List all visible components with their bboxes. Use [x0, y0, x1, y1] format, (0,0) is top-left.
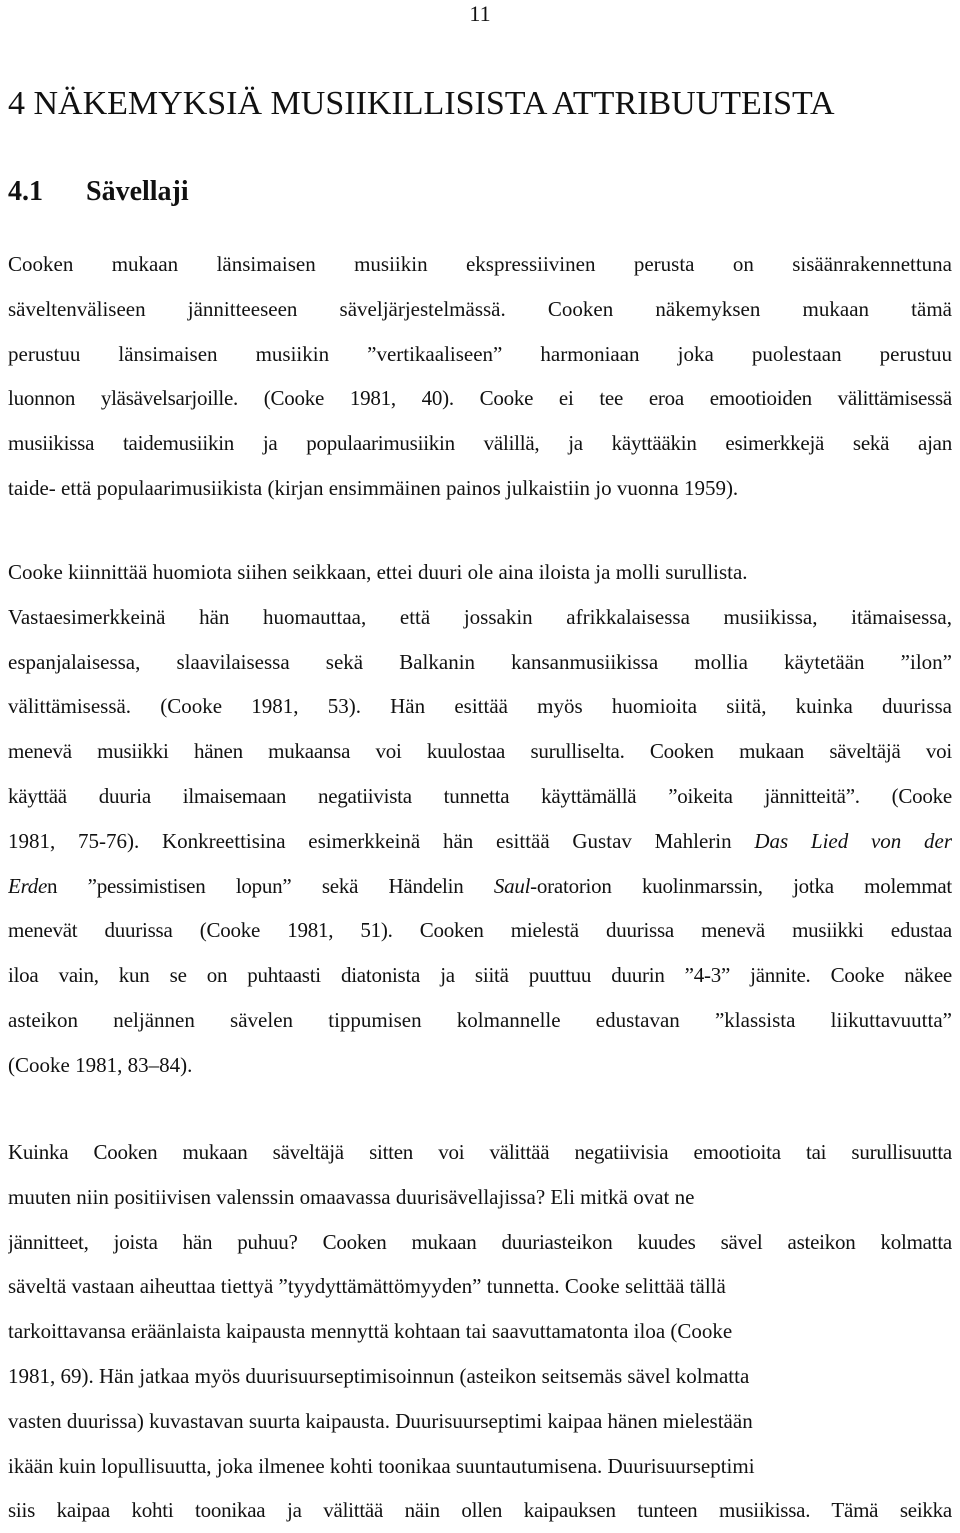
paragraph-line: menevä musiikki hänen mukaansa voi kuulostaa surulliselta. Cooken mukaan säveltäjä voi — [8, 739, 952, 764]
paragraph-line: muuten niin positiivisen valenssin omaavassa duurisävellajissa? Eli mitkä ovat ne — [8, 1184, 695, 1209]
paragraph-1 — [8, 242, 952, 511]
work-title-italic: Das Lied von der — [754, 828, 952, 853]
paragraph-line: musiikissa taidemusiikin ja populaarimusiikin välillä, ja käyttääkin esimerkkejä sekä ajan — [8, 431, 952, 456]
section-title: Sävellaji — [86, 176, 189, 207]
paragraph-line: siis kaipaa kohti toonikaa ja välittää näin ollen kaipauksen tunteen musiikissa. Tämä seikka — [8, 1498, 952, 1523]
paragraph-line: Cooke kiinnittää huomiota siihen seikkaan, ettei duuri ole aina iloista ja molli surullista. — [8, 560, 748, 584]
paragraph-line: asteikon neljännen sävelen tippumisen kolmannelle edustavan ”klassista liikuttavuutta” — [8, 1007, 952, 1032]
paragraph-3 — [8, 1130, 952, 1533]
paragraph-2 — [8, 550, 952, 1088]
paragraph-line: perustuu länsimaisen musiikin ”vertikaaliseen” harmoniaan joka puolestaan perustuu — [8, 341, 952, 366]
paragraph-line: luonnon yläsävelsarjoille. (Cooke 1981, 40). Cooke ei tee eroa emootioiden välittämisessä — [8, 386, 952, 411]
paragraph-line: (Cooke 1981, 83–84). — [8, 1052, 193, 1077]
paragraph-line: ikään kuin lopullisuutta, joka ilmenee kohti toonikaa suuntautumisena. Duurisuurseptimi — [8, 1453, 755, 1478]
paragraph-line: säveltä vastaan aiheuttaa tiettyä ”tyydyttämättömyyden” tunnetta. Cooke selittää tällä — [8, 1274, 726, 1299]
paragraph-line: iloa vain, kun se on puhtaasti diatonista ja siitä puuttuu duurin ”4-3” jännite. Cooke näkee — [8, 963, 952, 988]
paragraph-line: espanjalaisessa, slaavilaisessa sekä Balkanin kansanmusiikissa mollia käytetään ”ilon” — [8, 649, 952, 674]
chapter-title: 4 NÄKEMYKSIÄ MUSIIKILLISISTA ATTRIBUUTEISTA — [8, 85, 835, 122]
work-title-italic: Erde — [8, 873, 48, 898]
section-heading — [8, 172, 189, 212]
line-text: n ”pessimistisen lopun” sekä Händelin — [47, 873, 464, 898]
paragraph-line — [8, 819, 952, 864]
paragraph-line: Kuinka Cooken mukaan säveltäjä sitten voi välittää negatiivisia emootioita tai surullisuutta — [8, 1140, 952, 1164]
paragraph-line: Cooken mukaan länsimaisen musiikin ekspressiivinen perusta on sisäänrakennettuna — [8, 252, 952, 276]
work-title-italic: Saul — [493, 873, 531, 898]
paragraph-line: säveltenväliseen jännitteeseen säveljärjestelmässä. Cooken näkemyksen mukaan tämä — [8, 296, 952, 321]
paragraph-line: Vastaesimerkkeinä hän huomauttaa, että jossakin afrikkalaisessa musiikissa, itämaisessa, — [8, 604, 952, 629]
paragraph-line: tarkoittavansa eräänlaista kaipausta mennyttä kohtaan tai saavuttamatonta iloa (Cooke — [8, 1319, 733, 1344]
line-text: 1981, 75-76). Konkreettisina esimerkkeinä hän esittää Gustav Mahlerin — [8, 828, 732, 853]
section-number: 4.1 — [8, 176, 43, 207]
paragraph-line: jännitteet, joista hän puhuu? Cooken mukaan duuriasteikon kuudes sävel asteikon kolmatta — [8, 1229, 952, 1254]
paragraph-line: välittämisessä. (Cooke 1981, 53). Hän esittää myös huomioita siitä, kuinka duurissa — [8, 694, 952, 719]
paragraph-line: 1981, 69). Hän jatkaa myös duurisuurseptimisoinnun (asteikon seitsemäs sävel kolmatta — [8, 1363, 750, 1388]
paragraph-line: taide- että populaarimusiikista (kirjan ensimmäinen painos julkaistiin jo vuonna 1959). — [8, 475, 739, 500]
paragraph-line — [8, 864, 952, 909]
paragraph-line: vasten duurissa) kuvastavan suurta kaipausta. Duurisuurseptimi kaipaa hänen mielestään — [8, 1408, 753, 1433]
paragraph-line: käyttää duuria ilmaisemaan negatiivista tunnetta käyttämällä ”oikeita jännitteitä”. (Cooke — [8, 783, 952, 808]
paragraph-line: menevät duurissa (Cooke 1981, 51). Cooken mielestä duurissa menevä musiikki edustaa — [8, 918, 952, 943]
page-number: 11 — [469, 1, 491, 26]
line-text: -oratorion kuolinmarssin, jotka molemmat — [530, 873, 952, 898]
